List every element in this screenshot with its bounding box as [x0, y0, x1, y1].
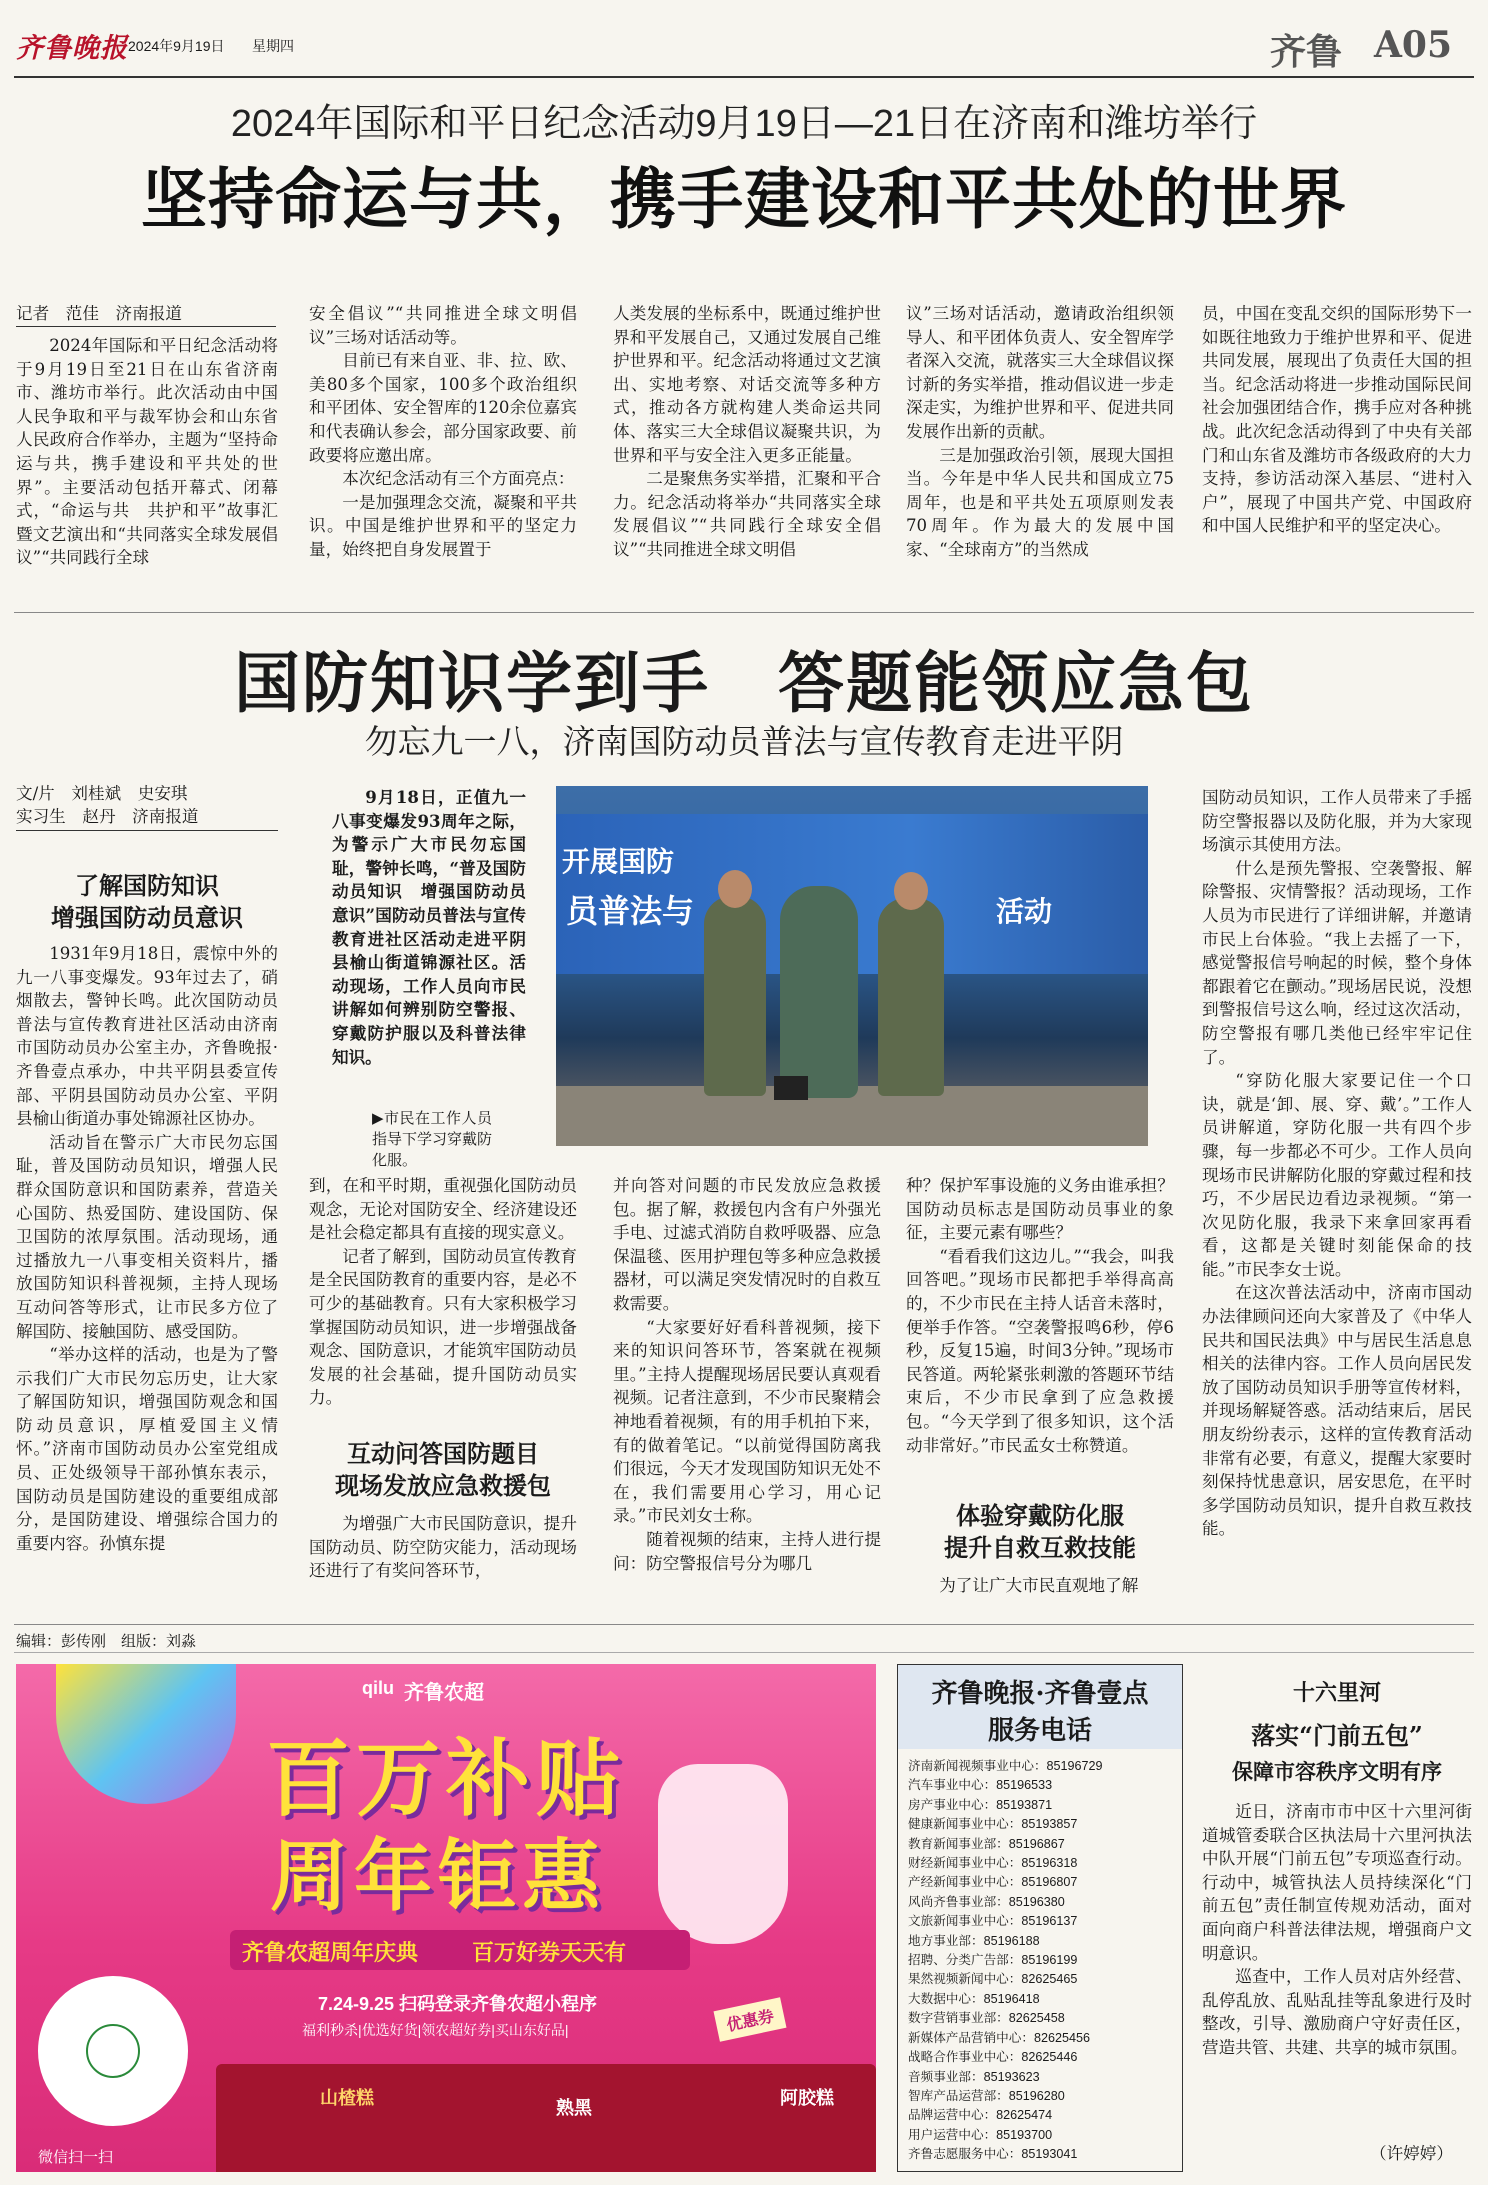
ad-line1: 百万补贴 — [266, 1730, 627, 1828]
masthead-section: 齐鲁 — [1270, 31, 1343, 73]
service-item: 文旅新闻事业中心：85196137 — [908, 1914, 1078, 1929]
paragraph: 一是加强理念交流，凝聚和平共识。中国是维护世界和平的坚定力量，始终把自身发展置于 — [309, 492, 577, 559]
service-title1: 齐鲁晚报·齐鲁壹点 — [931, 1679, 1149, 1709]
service-item: 用户运营中心：85193700 — [908, 2127, 1053, 2142]
ad-line2: 周年钜惠 — [270, 1832, 607, 1922]
subtitle-line: 增强国防动员意识 — [51, 903, 243, 932]
paragraph: 近日，济南市市中区十六里河街道城管委联合区执法局十六里河执法中队开展“门前五包”专项巡查行动。行动中，城管执法人员持续深化“门前五包”责任制宣传规劝活动，面对面向商户科普法律法规，增强商户文明意识。 — [1202, 1802, 1472, 1963]
paragraph: 国防动员知识，工作人员带来了手摇防空警报器以及防化服，并为大家现场演示其使用方法。 — [1202, 788, 1472, 855]
service-item: 风尚齐鲁事业部：85196380 — [908, 1894, 1065, 1909]
article-photo — [556, 786, 1148, 1146]
lead-text: 9月18日，正值九一八事变爆发93周年之际，为警示广大市民勿忘国耻，警钟长鸣，“普及国防动员知识 增强国防动员意识”国防动员普法与宣传教育进社区活动走进平阴县榆山街道锦源社区。活动现场，工作人员向市民讲解如何辨别防空警报、穿戴防护服以及科普法律知识。 — [332, 787, 526, 1067]
article2-headline: 国防知识学到手 答题能领应急包 — [234, 644, 1254, 722]
paragraph: 在这次普法活动中，济南市国动办法律顾问还向大家普及了《中华人民共和国民法典》中与居民生活息息相关的法律内容。工作人员向居民发放了国防动员知识手册等宣传材料，并现场解疑答惑。活动结束后，居民朋友纷纷表示，这样的宣传教育活动非常有必要，有意义，提醒大家要时刻保持忧患意识，居安思危，在平时多学国防动员知识，提升自救互救技能。 — [1202, 1283, 1472, 1539]
article2-col4 — [906, 1174, 1174, 1514]
article2-col2b — [309, 1512, 577, 1612]
ad-qr-caption: 微信扫一扫 — [38, 2149, 114, 2166]
byline-line: 文/片 刘桂斌 史安琪 — [16, 784, 188, 803]
service-item: 产经新闻事业中心：85196807 — [908, 1875, 1078, 1890]
ad-brand: 齐鲁农超 — [404, 1682, 484, 1704]
paragraph: 员，中国在变乱交织的国际形势下一如既往地致力于维护世界和平、促进共同发展，展现出了负责任大国的担当。纪念活动将进一步推动国际民间社会加强团结合作，携手应对各种挑战。此次纪念活动得到了中央有关部门和山东省及潍坊市各级政府的大力支持，参访活动深入基层、“进村入户”，展现了中国共产党、中国政府和中国人民维护和平的坚定决心。 — [1202, 304, 1472, 536]
paragraph: 1931年9月18日，震惊中外的九一八事变爆发。93年过去了，硝烟散去，警钟长鸣。此次国防动员普法与宣传教育进社区活动由济南市国防动员办公室主办，齐鲁晚报·齐鲁壹点承办，中共平阴县委宣传部、平阴县国防动员办公室、平阴县榆山街道办事处锦源社区协办。 — [16, 944, 278, 1129]
photo-person-right — [878, 898, 944, 1096]
advertisement[interactable] — [16, 1664, 876, 2172]
ad-products — [216, 2064, 876, 2172]
service-item: 房产事业中心：85193871 — [908, 1797, 1053, 1812]
side-body — [1202, 1800, 1472, 2130]
article2-subhead: 勿忘九一八，济南国防动员普法与宣传教育走进平阴 — [364, 723, 1124, 760]
article1-headline: 坚持命运与共，携手建设和平共处的世界 — [141, 161, 1347, 238]
paragraph: “举办这样的活动，也是为了警示我们广大市民勿忘历史，让大家了解国防知识，增强国防观念和国防动员意识，厚植爱国主义情怀。”济南市国防动员办公室党组成员、正处级领导干部孙慎东表示，国防动员是国防建设的重要组成部分，是国防建设、增强综合国力的重要内容。孙慎东提 — [16, 1345, 278, 1553]
ad-product-box: 熟黑 — [556, 2098, 592, 2119]
photo-person-left — [704, 896, 766, 1096]
article1-kicker: 2024年国际和平日纪念活动9月19日—21日在济南和潍坊举行 — [230, 103, 1258, 145]
ad-product-box: 山楂糕 — [320, 2088, 374, 2109]
ad-band-text1: 齐鲁农超周年庆典 — [242, 1940, 419, 1965]
service-item: 地方事业部：85196188 — [908, 1933, 1040, 1948]
ad-band-text2: 百万好券天天有 — [472, 1940, 627, 1965]
byline-line: 实习生 赵丹 济南报道 — [16, 805, 278, 831]
paragraph: 目前已有来自亚、非、拉、欧、美80多个国家，100多个政治组织和平团体、安全智库的120余位嘉宾和代表确认参会，部分国家政要、前政要将应邀出席。 — [309, 351, 577, 465]
paragraph: 为了让广大市民直观地了解 — [939, 1576, 1139, 1595]
photo-person-head — [718, 870, 752, 908]
article2-col4b — [906, 1574, 1174, 1604]
subtitle-line: 体验穿戴防化服 — [956, 1501, 1124, 1530]
paragraph: 二是聚焦务实举措，汇聚和平合力。纪念活动将举办“共同落实全球发展倡议”“共同践行全球安全倡议”“共同推进全球文明倡 — [613, 469, 881, 559]
paragraph: 到，在和平时期，重视强化国防动员观念，无论对国防安全、经济建设还是社会稳定都具有直接的现实意义。 — [309, 1176, 577, 1243]
paragraph: 2024年国际和平日纪念活动将于9月19日至21日在山东省济南市、潍坊市举行。此次活动由中国人民争取和平与裁军协会和山东省人民政府合作举办，主题为“坚持命运与共，携手建设和平共处的世界”。主要活动包括开幕式、闭幕式，“命运与共 共护和平”故事汇暨文艺演出和“共同落实全球发展倡议”“共同践行全球 — [16, 336, 278, 568]
side-title3: 保障市容秩序文明有序 — [1232, 1759, 1442, 1784]
service-item: 健康新闻事业中心：85193857 — [908, 1817, 1078, 1832]
masthead-weekday: 星期四 — [252, 38, 294, 54]
paragraph: 安全倡议”“共同推进全球文明倡议”三场对话活动等。 — [309, 304, 577, 347]
article2-col5 — [1202, 786, 1472, 1612]
side-title1: 十六里河 — [1292, 1680, 1381, 1706]
ad-brand-en: qilu — [362, 1678, 394, 1698]
ad-product-box: 阿胶糕 — [780, 2088, 834, 2109]
paragraph: 活动旨在警示广大市民勿忘国耻，普及国防动员知识，增强人民群众国防意识和国防素养，营造关心国防、热爱国防、建设国防、保卫国防的浓厚氛围。活动现场，通过播放九一八事变相关资料片，播放国防知识科普视频，主持人现场互动问答等形式，让市民多方位了解国防、接触国防、感受国防。 — [16, 1132, 278, 1341]
photo-banner-text: 员普法与 — [566, 893, 695, 929]
photo-protective-suit — [780, 886, 858, 1098]
masthead-rule — [14, 76, 1474, 78]
service-item: 战略合作事业中心：82625446 — [908, 2050, 1078, 2065]
photo-person-head — [894, 872, 928, 910]
paragraph: “看看我们这边儿。”“我会，叫我回答吧。”现场市民都把手举得高高的，不少市民在主持人话音未落时，便举手作答。“空袭警报鸣6秒，停6秒，反复15遍，时间3分钟。”现场市民答道。两轮紧张刺激的答题环节结束后，不少市民拿到了应急救援包。“今天学到了很多知识，这个活动非常好。”市民孟女士称赞道。 — [906, 1246, 1174, 1455]
article1-col1 — [16, 334, 278, 594]
ad-dates: 7.24-9.25 扫码登录齐鲁农超小程序 — [318, 1994, 598, 2014]
article2-lead — [332, 786, 526, 1106]
service-item: 智库产品运营部：85196280 — [908, 2088, 1065, 2103]
masthead-logo: 齐鲁晚报 — [16, 33, 128, 64]
paragraph: 为增强广大市民国防意识，提升国防动员、防空防灾能力，活动现场还进行了有奖问答环节， — [309, 1514, 577, 1581]
service-list — [908, 1757, 1178, 2165]
ad-coupon-tag: 优惠券 — [714, 1997, 787, 2041]
service-item: 音频事业部：85193623 — [908, 2069, 1040, 2084]
paragraph: 本次纪念活动有三个方面亮点： — [342, 469, 575, 489]
service-item: 财经新闻事业中心：85196318 — [908, 1856, 1078, 1871]
service-item: 品牌运营中心：82625474 — [908, 2108, 1053, 2123]
masthead-date: 2024年9月19日 — [128, 38, 225, 54]
article2-col2 — [309, 1174, 577, 1458]
subtitle-line: 提升自救互救技能 — [944, 1533, 1136, 1562]
paragraph: “穿防化服大家要记住一个口诀，就是‘卸、展、穿、戴’。”工作人员讲解道，穿防化服一共有四个步骤，每一步都必不可少。工作人员向现场市民讲解防化服的穿戴过程和技巧，不少居民边看边录视频。“第一次见防化服，我录下来拿回家再看看，这都是关键时刻能保命的技能。”市民李女士说。 — [1202, 1071, 1472, 1279]
article1-byline: 记者 范佳 济南报道 — [16, 300, 276, 327]
paragraph: 种？保护军事设施的义务由谁承担？国防动员标志是国防动员事业的象征，主要元素有哪些？ — [906, 1176, 1174, 1243]
paragraph: “大家要好好看科普视频，接下来的知识问答环节，答案就在视频里。”主持人提醒现场居民要认真观看视频。记者注意到，不少市民聚精会神地看着视频，有的用手机拍下来，有的做着笔记。“以前觉得国防离我们很远，今天才发现国防知识无处不在，我们需要用心学习，用心记录。”市民刘女士称。 — [613, 1317, 881, 1526]
paragraph: 并向答对问题的市民发放应急救援包。据了解，救援包内含有户外强光手电、过滤式消防自救呼吸器、应急保温毯、医用护理包等多种应急救援器材，可以满足突发情况时的自救互救需要。 — [613, 1176, 881, 1313]
paragraph: 巡查中，工作人员对店外经营、乱停乱放、乱贴乱挂等乱象进行及时整改，引导、激励商户守好责任区，营造共管、共建、共享的城市氛围。 — [1202, 1967, 1472, 2057]
article2-byline — [16, 782, 278, 831]
masthead-page: A05 — [1374, 24, 1453, 66]
paragraph: 什么是预先警报、空袭警报、解除警报、灾情警报？活动现场，工作人员为市民进行了详细讲解，并邀请市民上台体验。“我上去摇了一下，感觉警报信号响起的时候，整个身体都跟着它在颤动。”现场居民说，没想到警报信号这么响，经过这次活动，防空警报有哪几类他已经牢牢记住了。 — [1202, 858, 1472, 1067]
service-header — [898, 1665, 1182, 1749]
photo-banner-text: 开展国防 — [562, 846, 675, 877]
article1-col2 — [309, 302, 577, 594]
paragraph: 三是加强政治引领，展现大国担当。今年是中华人民共和国成立75周年，也是和平共处五项原则发表70周年。作为最大的发展中国家、“全球南方”的当然成 — [906, 445, 1174, 559]
paragraph: 议”三场对话活动，邀请政治组织领导人、和平团体负责人、安全智库学者深入交流，就落实三大全球倡议探讨新的务实举措，推动倡议进一步走深走实，为维护世界和平、促进共同发展作出新的贡献。 — [906, 304, 1174, 441]
service-item: 新媒体产品营销中心：82625456 — [908, 2030, 1090, 2045]
service-item: 济南新闻视频事业中心：85196729 — [908, 1759, 1103, 1773]
editor-credit: 编辑：彭传刚 组版：刘淼 — [16, 1633, 197, 1650]
service-item: 果然视频新闻中心：82625465 — [908, 1972, 1078, 1987]
article1-col5 — [1202, 302, 1472, 594]
ad-qr-logo — [86, 2024, 140, 2078]
article2-col3 — [613, 1174, 881, 1612]
ad-top-rule — [14, 1652, 1474, 1653]
side-credit: （许婷婷） — [1370, 2144, 1453, 2163]
article1-col3 — [613, 302, 881, 594]
ad-slogan: 福利秒杀|优选好货|领农超好券|买山东好品| — [302, 2022, 569, 2038]
article2-subtitle2 — [309, 1438, 577, 1502]
article2-subtitle3 — [906, 1500, 1174, 1564]
photo-box — [774, 1076, 808, 1100]
service-item: 大数据中心：85196418 — [908, 1991, 1040, 2006]
side-title2: 落实“门前五包” — [1251, 1721, 1423, 1750]
subtitle-line: 了解国防知识 — [75, 871, 219, 900]
ad-hand-icon — [658, 1764, 788, 1944]
article2-subtitle1 — [16, 870, 278, 934]
ad-streamer — [56, 1664, 236, 1804]
service-item: 招聘、分类广告部：85196199 — [908, 1953, 1078, 1968]
article1-col4 — [906, 302, 1174, 594]
paragraph: 随着视频的结束，主持人进行提问：防空警报信号分为哪几 — [613, 1529, 881, 1573]
service-item: 数字营销事业部：82625458 — [908, 2011, 1065, 2026]
service-item: 汽车事业中心：85196533 — [908, 1778, 1053, 1793]
paragraph: 记者了解到，国防动员宣传教育是全民国防教育的重要内容，是必不可少的基础教育。只有大家积极学习掌握国防动员知识，进一步增强战备观念、国防意识，才能筑牢国防动员发展的社会基础，提升国防动员实力。 — [309, 1246, 577, 1408]
article1-rule — [14, 612, 1474, 613]
footer-rule — [14, 1624, 1474, 1625]
photo-banner-text: 活动 — [996, 896, 1053, 927]
service-box — [897, 1664, 1183, 2172]
service-item: 教育新闻事业部：85196867 — [908, 1836, 1065, 1851]
subtitle-line: 现场发放应急救援包 — [335, 1471, 551, 1500]
service-item: 齐鲁志愿服务中心：85193041 — [908, 2147, 1078, 2162]
subtitle-line: 互动问答国防题目 — [347, 1439, 539, 1468]
paragraph: 人类发展的坐标系中，既通过维护世界和平发展自己，又通过发展自己维护世界和平。纪念活动将通过文艺演出、实地考察、对话交流等多种方式，推动各方就构建人类命运共同体、落实三大全球倡议凝聚共识，为世界和平与安全注入更多正能量。 — [613, 304, 881, 465]
service-title2: 服务电话 — [987, 1716, 1092, 1746]
photo-caption: ▶市民在工作人员指导下学习穿戴防化服。 — [372, 1109, 492, 1169]
